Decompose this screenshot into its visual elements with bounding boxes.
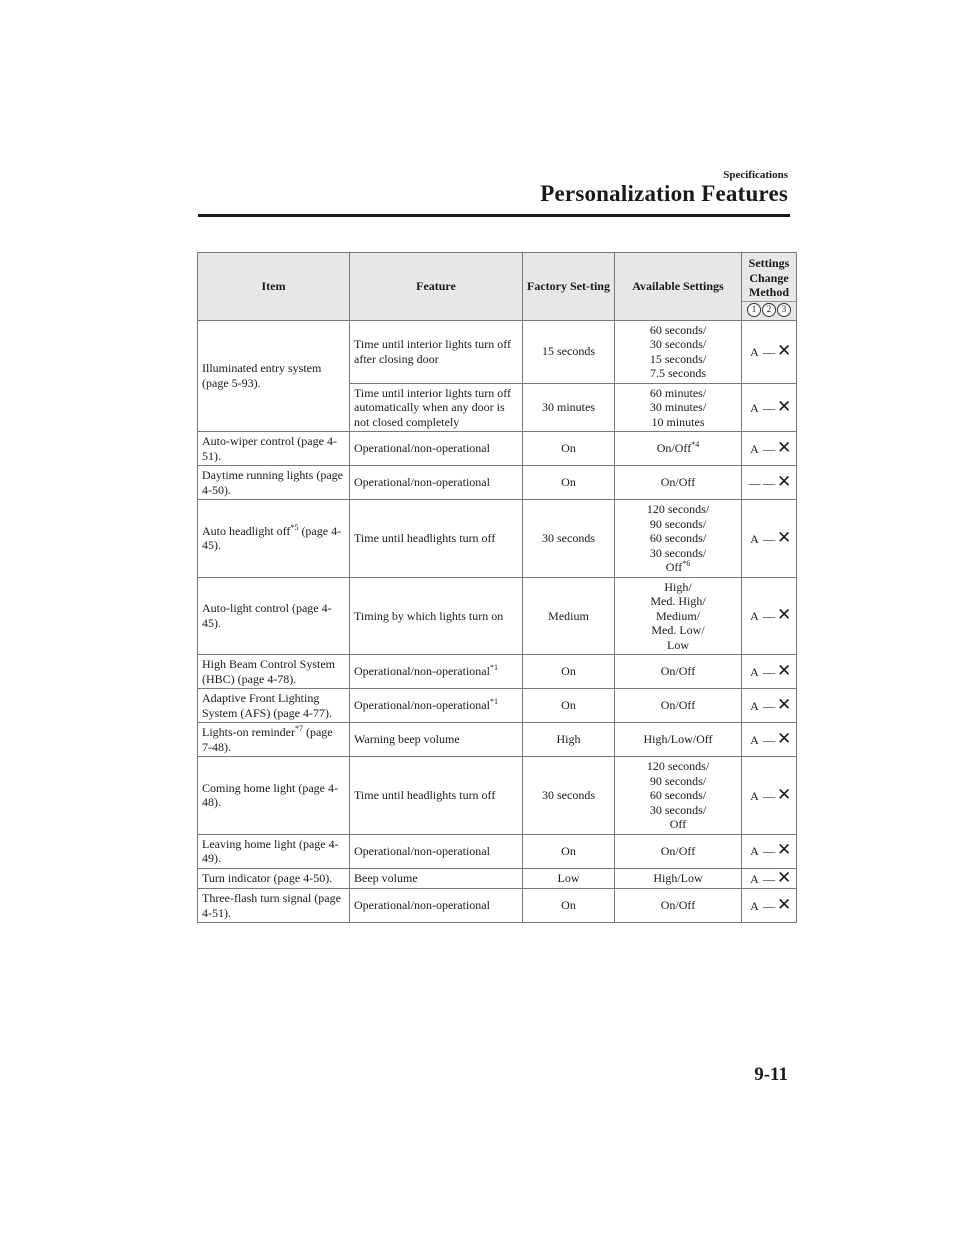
available-setting-line: 10 minutes <box>651 414 705 429</box>
feature-cell: Time until interior lights turn off after closing door <box>350 320 523 383</box>
method-3-value: ✕ <box>777 527 792 547</box>
item-cell: Coming home light (page 4-48). <box>198 757 350 835</box>
method-3-value: ✕ <box>777 894 792 914</box>
item-cell: Auto-light control (page 4-45). <box>198 577 350 655</box>
available-settings-cell <box>615 689 742 723</box>
method-2-value: — <box>763 698 775 713</box>
feature-cell: Operational/non-operational <box>350 432 523 466</box>
header-feature: Feature <box>350 253 523 321</box>
available-setting-line: 90 seconds/ <box>649 773 707 788</box>
item-cell: Turn indicator (page 4-50). <box>198 868 350 889</box>
table-row <box>198 320 797 383</box>
table-row <box>198 655 797 689</box>
feature-cell: Operational/non-operational <box>350 466 523 500</box>
available-settings-cell <box>615 834 742 868</box>
table-row <box>198 577 797 655</box>
factory-setting-cell: On <box>523 432 615 466</box>
available-setting-line: Med. High/ <box>650 594 706 608</box>
header-settings-change-method: Settings Change Method <box>742 253 797 302</box>
method-2-value: — <box>763 788 775 803</box>
available-setting-line: 30 minutes/ <box>649 400 707 414</box>
available-settings-cell <box>615 383 742 432</box>
item-cell: Daytime running lights (page 4-50). <box>198 466 350 500</box>
settings-change-method-cell <box>742 500 797 578</box>
method-1-value: A <box>750 871 759 886</box>
available-settings-cell <box>615 466 742 500</box>
item-cell: Leaving home light (page 4-49). <box>198 834 350 868</box>
settings-change-method-cell <box>742 577 797 655</box>
header-factory-setting: Factory Set-ting <box>523 253 615 321</box>
method-1-value: A <box>750 844 759 859</box>
settings-change-method-cell <box>742 723 797 757</box>
available-settings-cell <box>615 655 742 689</box>
settings-change-method-cell <box>742 383 797 432</box>
factory-setting-cell: On <box>523 466 615 500</box>
available-setting-line: On/Off <box>660 664 696 679</box>
method-2-value: — <box>763 344 775 359</box>
method-2-circle: 2 <box>762 303 776 317</box>
method-3-value: ✕ <box>777 471 792 491</box>
available-settings-cell <box>615 889 742 923</box>
settings-change-method-cell <box>742 868 797 889</box>
factory-setting-cell: Medium <box>523 577 615 655</box>
method-number-circles <box>742 301 797 320</box>
settings-change-method-cell <box>742 466 797 500</box>
item-cell: Adaptive Front Lighting System (AFS) (page 4-77). <box>198 689 350 723</box>
available-setting-line: High/Low <box>653 871 703 885</box>
settings-change-method-cell <box>742 689 797 723</box>
item-cell: Lights-on reminder$^{*7}$ (page 7-48). <box>198 723 350 757</box>
factory-setting-cell: 15 seconds <box>523 320 615 383</box>
available-setting-line: On/Off <box>660 475 696 490</box>
factory-setting-cell: 30 seconds <box>523 757 615 835</box>
method-2-value: — <box>763 531 775 546</box>
factory-setting-cell: Low <box>523 868 615 889</box>
method-1-value: A <box>750 788 759 803</box>
feature-cell: Operational/non-operational$^{*1}$ <box>350 689 523 723</box>
feature-cell: Time until headlights turn off <box>350 757 523 835</box>
available-setting-line: 90 seconds/ <box>649 516 707 531</box>
title-divider <box>198 214 790 217</box>
available-settings-cell <box>615 757 742 835</box>
method-1-value: A <box>750 441 759 456</box>
method-3-value: ✕ <box>777 728 792 748</box>
method-2-value: — <box>763 732 775 747</box>
method-1-value: A <box>750 898 759 913</box>
method-2-value: — <box>763 475 775 490</box>
method-3-value: ✕ <box>777 840 792 860</box>
available-setting-line: High/Low/Off <box>643 732 713 747</box>
method-1-value: A <box>750 531 759 546</box>
available-setting-line: On/Off$^{*4}$ <box>656 440 700 456</box>
settings-change-method-cell <box>742 320 797 383</box>
available-setting-line: 30 seconds/ <box>649 337 707 351</box>
feature-cell: Warning beep volume <box>350 723 523 757</box>
table-row <box>198 466 797 500</box>
method-2-value: — <box>763 441 775 456</box>
factory-setting-cell: On <box>523 834 615 868</box>
settings-change-method-cell <box>742 432 797 466</box>
available-setting-line: 60 seconds/ <box>649 322 707 337</box>
available-setting-line: On/Off <box>660 843 696 858</box>
personalization-features-table <box>197 252 797 923</box>
available-settings-cell <box>615 432 742 466</box>
available-setting-line: Off <box>669 817 687 831</box>
available-setting-line: 30 seconds/ <box>649 802 707 817</box>
factory-setting-cell: 30 minutes <box>523 383 615 432</box>
factory-setting-cell: 30 seconds <box>523 500 615 578</box>
factory-setting-cell: On <box>523 889 615 923</box>
feature-cell: Timing by which lights turn on <box>350 577 523 655</box>
method-3-value: ✕ <box>777 605 792 624</box>
method-2-value: — <box>763 871 775 886</box>
available-setting-line: 60 seconds/ <box>649 788 707 802</box>
table-row <box>198 868 797 889</box>
method-3-value: ✕ <box>777 694 792 714</box>
table-row <box>198 723 797 757</box>
available-settings-cell <box>615 868 742 889</box>
method-3-value: ✕ <box>777 396 792 416</box>
available-setting-line: 60 seconds/ <box>649 531 707 545</box>
available-setting-line: On/Off <box>660 898 696 913</box>
header-item: Item <box>198 253 350 321</box>
method-2-value: — <box>763 609 775 623</box>
method-3-circle: 3 <box>777 303 791 317</box>
available-setting-line: Off$^{*6}$ <box>665 559 691 574</box>
method-2-value: — <box>763 844 775 859</box>
available-setting-line: High/ <box>664 579 692 594</box>
method-1-value: A <box>750 609 759 623</box>
available-setting-line: 7.5 seconds <box>650 366 706 380</box>
item-cell: Auto headlight off$^{*5}$ (page 4-45). <box>198 500 350 578</box>
item-cell: Three-flash turn signal (page 4-51). <box>198 889 350 923</box>
table-header-row <box>198 253 797 302</box>
page-title: Personalization Features <box>540 181 788 206</box>
section-label: Specifications <box>723 169 788 181</box>
available-setting-line: Low <box>667 637 689 652</box>
table-row <box>198 432 797 466</box>
settings-change-method-cell <box>742 757 797 835</box>
available-setting-line: Med. Low/ <box>651 623 705 637</box>
table-row <box>198 757 797 835</box>
settings-change-method-cell <box>742 889 797 923</box>
available-setting-line: 60 minutes/ <box>649 385 707 400</box>
method-1-circle: 1 <box>747 303 761 317</box>
feature-cell: Beep volume <box>350 868 523 889</box>
method-3-value: ✕ <box>777 437 792 457</box>
factory-setting-cell: On <box>523 689 615 723</box>
method-1-value: A <box>750 698 759 713</box>
method-2-value: — <box>763 664 775 679</box>
available-settings-cell <box>615 320 742 383</box>
available-setting-line: 120 seconds/ <box>646 759 710 773</box>
method-3-value: ✕ <box>777 340 792 360</box>
factory-setting-cell: On <box>523 655 615 689</box>
feature-cell: Operational/non-operational <box>350 834 523 868</box>
settings-change-method-cell <box>742 834 797 868</box>
table-row <box>198 834 797 868</box>
factory-setting-cell: High <box>523 723 615 757</box>
available-setting-line: 30 seconds/ <box>649 545 707 560</box>
method-3-value: ✕ <box>777 784 792 804</box>
available-settings-cell <box>615 577 742 655</box>
page-number: 9-11 <box>754 1064 788 1085</box>
method-1-value: A <box>750 664 759 679</box>
feature-cell: Time until headlights turn off <box>350 500 523 578</box>
method-1-value: A <box>750 344 759 359</box>
method-2-value: — <box>763 898 775 913</box>
method-3-value: ✕ <box>777 867 792 887</box>
header-available-settings: Available Settings <box>615 253 742 321</box>
feature-cell: Operational/non-operational$^{*1}$ <box>350 655 523 689</box>
method-1-value: A <box>750 400 759 415</box>
available-setting-line: 120 seconds/ <box>646 502 710 516</box>
item-cell: High Beam Control System (HBC) (page 4-78). <box>198 655 350 689</box>
available-settings-cell <box>615 500 742 578</box>
table-row <box>198 689 797 723</box>
item-cell: Illuminated entry system (page 5-93). <box>198 320 350 432</box>
available-settings-cell <box>615 723 742 757</box>
available-setting-line: Medium/ <box>656 608 700 623</box>
settings-change-method-cell <box>742 655 797 689</box>
feature-cell: Operational/non-operational <box>350 889 523 923</box>
method-2-value: — <box>763 400 775 415</box>
available-setting-line: 15 seconds/ <box>649 351 707 366</box>
table-row <box>198 889 797 923</box>
table-row <box>198 500 797 578</box>
method-3-value: ✕ <box>777 660 792 680</box>
method-1-value: A <box>750 732 759 747</box>
item-cell: Auto-wiper control (page 4-51). <box>198 432 350 466</box>
method-1-value: — <box>748 475 761 490</box>
feature-cell: Time until interior lights turn off automatically when any door is not closed completely <box>350 383 523 432</box>
available-setting-line: On/Off <box>660 698 696 713</box>
